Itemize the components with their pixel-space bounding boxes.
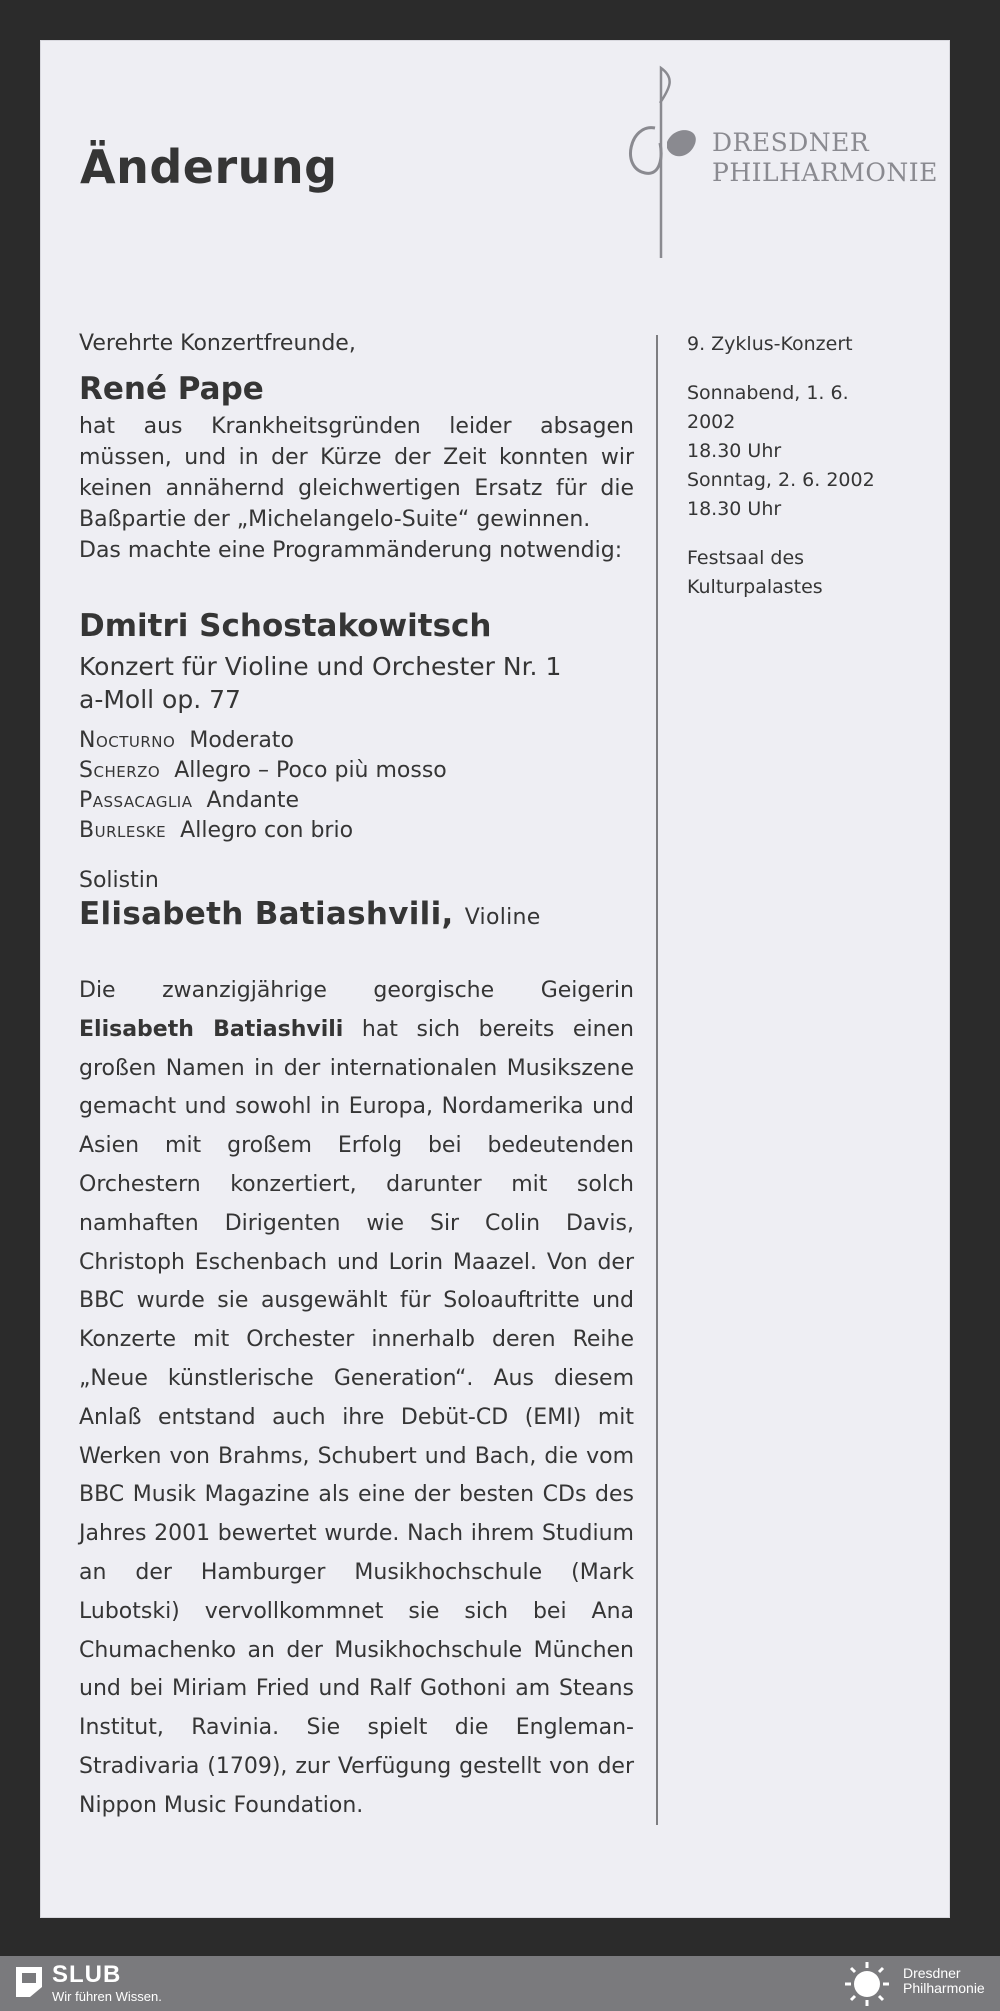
- partner-line-2: Philharmonie: [903, 1980, 985, 1996]
- movement-tempo: Moderato: [189, 728, 294, 753]
- footer-bar: [0, 1956, 1000, 2011]
- composer-name: Dmitri Schostakowitsch: [79, 608, 492, 644]
- date-1: Sonnabend, 1. 6. 2002: [687, 382, 849, 433]
- page-title: Änderung: [80, 140, 338, 194]
- movement: [79, 816, 634, 846]
- time-2: 18.30 Uhr: [687, 498, 782, 520]
- movement-name: Scherzo: [79, 758, 161, 783]
- slub-name: SLUB: [52, 1961, 122, 1988]
- concert-series: 9. Zyklus-Konzert: [687, 333, 853, 355]
- movement-name: Burleske: [79, 818, 167, 843]
- notice-text: hat aus Krankheitsgründen leider absagen müssen, und in der Kürze der Zeit konnten wir keinen annähernd gleichwertigen Ersatz für die Baßpartie der „Michelangelo-Suite“ gewinnen.: [79, 414, 634, 532]
- movement-tempo: Allegro – Poco più mosso: [174, 758, 447, 783]
- movement: [79, 726, 634, 756]
- partner-line-1: Dresdner: [903, 1965, 961, 1981]
- philharmonie-sun-icon: [842, 1960, 892, 2008]
- cancelled-artist: René Pape: [79, 371, 264, 407]
- movement-tempo: Andante: [206, 788, 300, 813]
- solist-instrument: Violine: [464, 905, 541, 930]
- notice-text-2: Das machte eine Programmänderung notwendig:: [79, 538, 623, 563]
- time-1: 18.30 Uhr: [687, 440, 782, 462]
- venue-line-2: Kulturpalastes: [687, 576, 823, 598]
- venue-line-1: Festsaal des: [687, 547, 805, 569]
- movement-name: Nocturno: [79, 728, 176, 753]
- bio-lead: Die zwanzigjährige georgische Geigerin: [79, 978, 634, 1003]
- solist: [79, 896, 634, 932]
- work-title-line-2: a-Moll op. 77: [79, 685, 241, 714]
- solist-name: Elisabeth Batiashvili,: [79, 896, 454, 932]
- date-2: Sonntag, 2. 6. 2002: [687, 469, 875, 491]
- logo-wordmark: [712, 128, 938, 188]
- biography: [79, 972, 634, 1826]
- partner-name: [903, 1966, 985, 1996]
- movement-name: Passacaglia: [79, 788, 193, 813]
- greeting: Verehrte Konzertfreunde,: [79, 331, 356, 356]
- solist-label: Solistin: [79, 868, 159, 893]
- sidebar-info: [645, 330, 895, 602]
- slub-tagline: Wir führen Wissen.: [52, 1989, 162, 2004]
- slub-logo-icon: [14, 1965, 44, 1999]
- bio-text: hat sich bereits einen großen Namen in der internationalen Musikszene gemacht und sowohl in Europa, Nordamerika und Asien mit großem Erfolg bei bedeutenden Orchestern konzertiert, darunter mit solch namhaften Dirigenten wie Sir Colin Davis, Christoph Eschenbach und Lorin Maazel. Von der BBC wurde sie ausgewählt für Soloauftritte und Konzerte mit Orchester innerhalb deren Reihe „Neue künstlerische Generation“. Aus diesem Anlaß entstand auch ihre Debüt-CD (EMI) mit Werken von Brahms, Schubert und Bach, die vom BBC Musik Magazine als eine der besten CDs des Jahres 2001 bewertet wurde. Nach ihrem Studium an der Hamburger Musikhochschule (Mark Lubotski) vervollkommnet sie sich bei Ana Chumachenko an der Musikhochschule München und bei Miriam Fried und Ralf Gothoni am Steans Institut, Ravinia. Sie spielt die Engleman-Stradivaria (1709), zur Verfügung gestellt von der Nippon Music Foundation.: [79, 1016, 634, 1818]
- bio-name: Elisabeth Batiashvili: [79, 1016, 344, 1042]
- logo-line-2: PHILHARMONIE: [712, 158, 938, 187]
- movement: [79, 756, 634, 786]
- main-column: [79, 328, 634, 1826]
- movement-tempo: Allegro con brio: [180, 818, 354, 843]
- movement: [79, 786, 634, 816]
- work-title: [79, 650, 634, 716]
- work-title-line-1: Konzert für Violine und Orchester Nr. 1: [79, 652, 562, 681]
- logo-line-1: DRESDNER: [712, 128, 870, 157]
